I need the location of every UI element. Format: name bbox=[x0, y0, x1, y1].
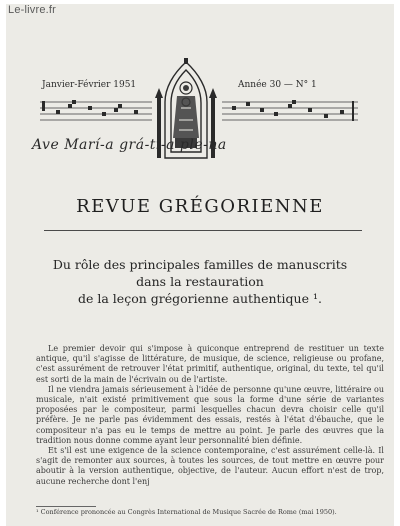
journal-page bbox=[6, 4, 394, 526]
watermark: Le-livre.fr bbox=[8, 4, 57, 16]
body-paragraph: Et s'il est une exigence de la science contemporaine, c'est assurément celle-là. Il s'agit de remonter aux sources, à toutes les sources, de tout mettre en œuvre pour aboutir à la version authentique, objective, de l'auteur. Aucun effort n'est de trop, aucune recherche dont l'enj bbox=[36, 446, 384, 486]
article-body bbox=[36, 344, 384, 487]
article-title-line: Du rôle des principales familles de manuscrits bbox=[52, 257, 348, 272]
chant-lyrics: Ave Marí-a grá-ti-a ple-na bbox=[32, 137, 227, 153]
issue-volume: Année 30 — N° 1 bbox=[238, 80, 317, 90]
body-paragraph: Le premier devoir qui s'impose à quiconque entreprend de restituer un texte antique, qu'il s'agisse de littérature, de musique, de science, religieuse ou profane, c'est assurément de retrouver l'état primitif, authentique, original, du texte, tel qu'il est sorti de la main de l'écrivain ou de l'artiste. bbox=[36, 344, 384, 384]
issue-date: Janvier-Février 1951 bbox=[42, 80, 137, 90]
review-title: REVUE GRÉGORIENNE bbox=[76, 196, 324, 217]
footnote: ¹ Conférence prononcée au Congrès International de Musique Sacrée de Rome (mai 1950). bbox=[36, 508, 337, 516]
article-title-line: de la leçon grégorienne authentique ¹. bbox=[78, 291, 322, 306]
article-title bbox=[6, 256, 394, 307]
footnote-divider bbox=[36, 506, 96, 507]
article-title-line: dans la restauration bbox=[136, 274, 264, 289]
title-divider bbox=[44, 230, 362, 231]
body-paragraph: Il ne viendra jamais sérieusement à l'idée de personne qu'une œuvre, littéraire ou musicale, n'ait existé primitivement que sous la forme d'une série de variantes proposées par le compositeur, parmi lesquelles chacun devra choisir celle qu'il préfère. Je ne parle pas évidemment des essais, restés à l'état d'ébauche, que le compositeur n'a pas eu le temps de mettre au point. Je parle des œuvres que la tradition nous donne comme ayant leur personnalité bien définie. bbox=[36, 384, 384, 445]
